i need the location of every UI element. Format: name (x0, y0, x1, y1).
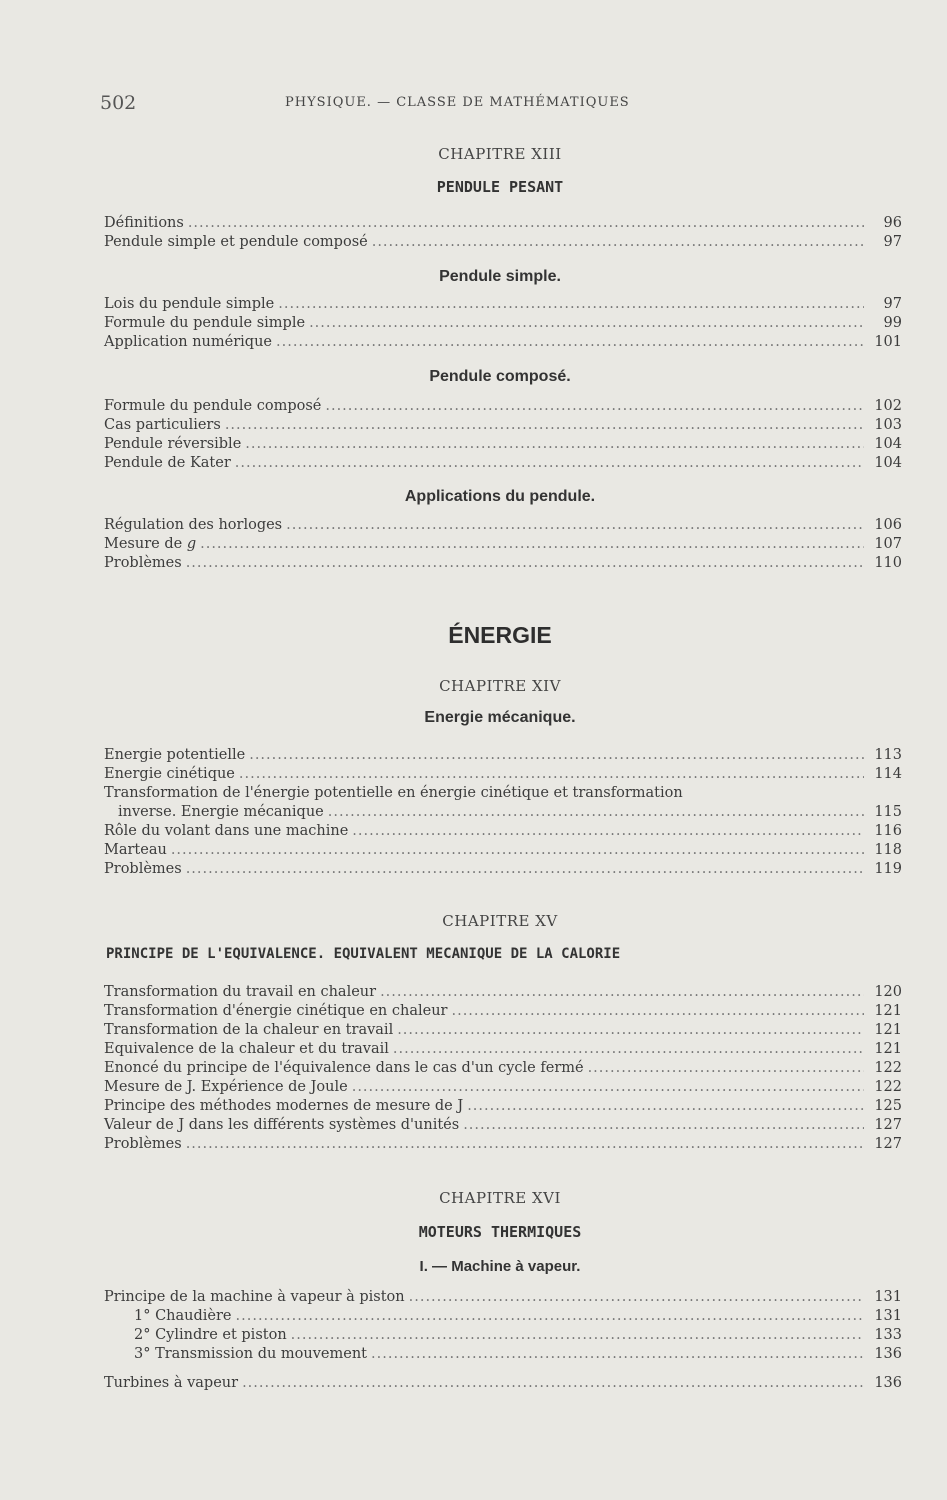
toc-entry: Régulation des horloges ..... 106 (104, 516, 902, 535)
toc-entry: Equivalence de la chaleur et du travail ..... 121 (104, 1040, 902, 1059)
toc-entry: Principe de la machine à vapeur à piston ..... 131 (104, 1288, 902, 1307)
chapter-14-title: Energie mécanique. (424, 709, 576, 726)
toc-entry: Enoncé du principe de l'équivalence dans le cas d'un cycle fermé ..... 122 (104, 1059, 902, 1078)
toc-entry: Turbines à vapeur ..... 136 (104, 1374, 902, 1393)
section-pendule-compose: Pendule composé. (429, 368, 571, 385)
toc-entry: Transformation d'énergie cinétique en chaleur ..... 121 (104, 1002, 902, 1021)
toc-entry: Transformation de la chaleur en travail ..... 121 (104, 1021, 902, 1040)
toc-entry: Principe des méthodes modernes de mesure de J ..... 125 (104, 1097, 902, 1116)
toc-entry: Formule du pendule composé ..... 102 (104, 397, 902, 416)
toc-entry: Application numérique ..... 101 (104, 333, 902, 352)
toc-entry: Pendule réversible ..... 104 (104, 435, 902, 454)
toc-entry: Mesure de J. Expérience de Joule ..... 122 (104, 1078, 902, 1097)
toc-entry: Energie potentielle ..... 113 (104, 746, 902, 765)
section-machine-vapeur: I. — Machine à vapeur. (419, 1258, 581, 1275)
section-pendule-simple: Pendule simple. (439, 268, 561, 285)
toc-entry: Valeur de J dans les différents systèmes d'unités ..... 127 (104, 1116, 902, 1135)
running-head (100, 92, 900, 116)
section-applications: Applications du pendule. (404, 488, 596, 505)
chapter-16-label: CHAPITRE XVI (439, 1189, 561, 1207)
toc-entry: Marteau ..... 118 (104, 841, 902, 860)
toc-entry: Définitions ..... 96 (104, 214, 902, 233)
running-title: PHYSIQUE. — CLASSE DE MATHÉMATIQUES (285, 95, 630, 110)
toc-entry: Mesure de g ..... 107 (104, 535, 902, 554)
toc-entry: Rôle du volant dans une machine ..... 116 (104, 822, 902, 841)
toc-entry-long: Transformation de l'énergie potentielle en énergie cinétique et transformation (104, 785, 683, 801)
toc-entry: 1° Chaudière ..... 131 (104, 1307, 902, 1326)
toc-entry: 3° Transmission du mouvement ..... 136 (104, 1345, 902, 1364)
page-number: 502 (100, 92, 137, 114)
toc-entry: Cas particuliers ..... 103 (104, 416, 902, 435)
toc-entry: 2° Cylindre et piston ..... 133 (104, 1326, 902, 1345)
toc-entry: Transformation du travail en chaleur ..... 120 (104, 983, 902, 1002)
chapter-16-title: MOTEURS THERMIQUES (418, 1223, 582, 1241)
toc-entry: inverse. Energie mécanique ..... 115 (104, 803, 902, 822)
toc-entry: Formule du pendule simple ..... 99 (104, 314, 902, 333)
chapter-13-title: PENDULE PESANT (436, 178, 564, 196)
toc-entry: Problèmes ..... 110 (104, 554, 902, 573)
chapter-15-title: PRINCIPE DE L'EQUIVALENCE. EQUIVALENT MECANIQUE DE LA CALORIE (106, 946, 621, 962)
toc-entry: Pendule de Kater ..... 104 (104, 454, 902, 473)
toc-entry: Problèmes ..... 127 (104, 1135, 902, 1154)
part-title: ÉNERGIE (448, 622, 552, 648)
chapter-13-label: CHAPITRE XIII (438, 145, 562, 163)
toc-entry: Energie cinétique ..... 114 (104, 765, 902, 784)
toc-entry: Problèmes ..... 119 (104, 860, 902, 879)
toc-entry: Pendule simple et pendule composé ..... 97 (104, 233, 902, 252)
toc-entry: Lois du pendule simple ..... 97 (104, 295, 902, 314)
chapter-15-label: CHAPITRE XV (442, 912, 558, 930)
chapter-14-label: CHAPITRE XIV (439, 677, 561, 695)
